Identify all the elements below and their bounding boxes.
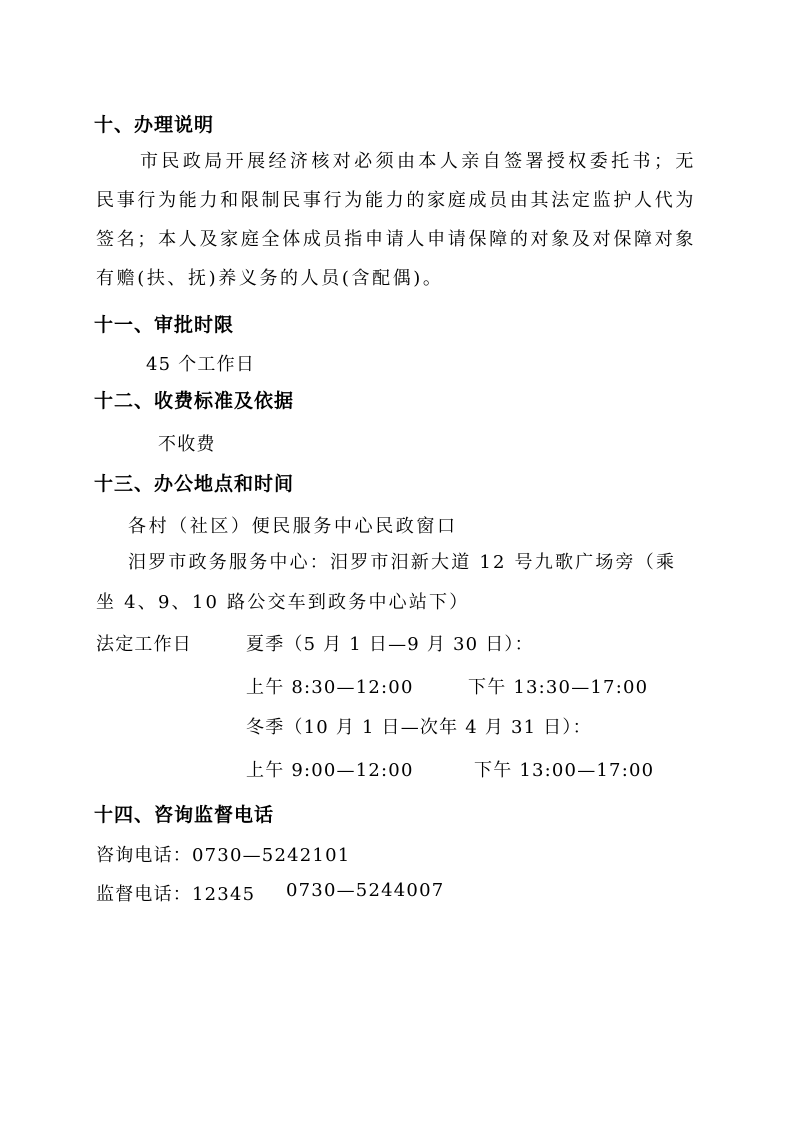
office-location-1: 各村（社区）便民服务中心民政窗口: [128, 516, 458, 537]
winter-season-label: 冬季（10 月 1 日—次年 4 月 31 日）：: [246, 717, 592, 738]
section-13-heading: 十三、办公地点和时间: [94, 473, 295, 495]
section-14-heading: 十四、咨询监督电话: [94, 804, 275, 826]
supervise-phone-label: 监督电话：12345: [96, 884, 256, 905]
winter-morning-hours: 上午 9:00—12:00: [246, 760, 414, 781]
office-location-2-line1: 汨罗市政务服务中心：汨罗市汨新大道 12 号九歌广场旁（乘: [128, 552, 677, 573]
workday-label: 法定工作日: [96, 634, 192, 655]
supervise-phone-number: 0730—5244007: [286, 880, 445, 901]
consult-phone: 咨询电话：0730—5242101: [96, 845, 351, 866]
section-12-heading: 十二、收费标准及依据: [94, 390, 295, 412]
section-11-body: 45 个工作日: [146, 354, 256, 375]
summer-season-label: 夏季（5 月 1 日—9 月 30 日）：: [246, 634, 534, 655]
section-10-body: 市民政局开展经济核对必须由本人亲自签署授权委托书；无民事行为能力和限制民事行为能力的家庭成员由其法定监护人代为签名；本人及家庭全体成员指申请人申请保障的对象及对保障对象有赡(扶、抚)养义务的人员(含配偶)。: [96, 151, 696, 289]
section-11-heading: 十一、审批时限: [94, 314, 235, 336]
office-location-2-line2: 坐 4、9、10 路公交车到政务中心站下）: [96, 592, 470, 613]
summer-morning-hours: 上午 8:30—12:00: [246, 677, 414, 698]
section-10-heading: 十、办理说明: [94, 114, 215, 136]
section-12-body: 不收费: [158, 434, 216, 455]
summer-afternoon-hours: 下午 13:30—17:00: [468, 677, 649, 698]
winter-afternoon-hours: 下午 13:00—17:00: [474, 760, 655, 781]
